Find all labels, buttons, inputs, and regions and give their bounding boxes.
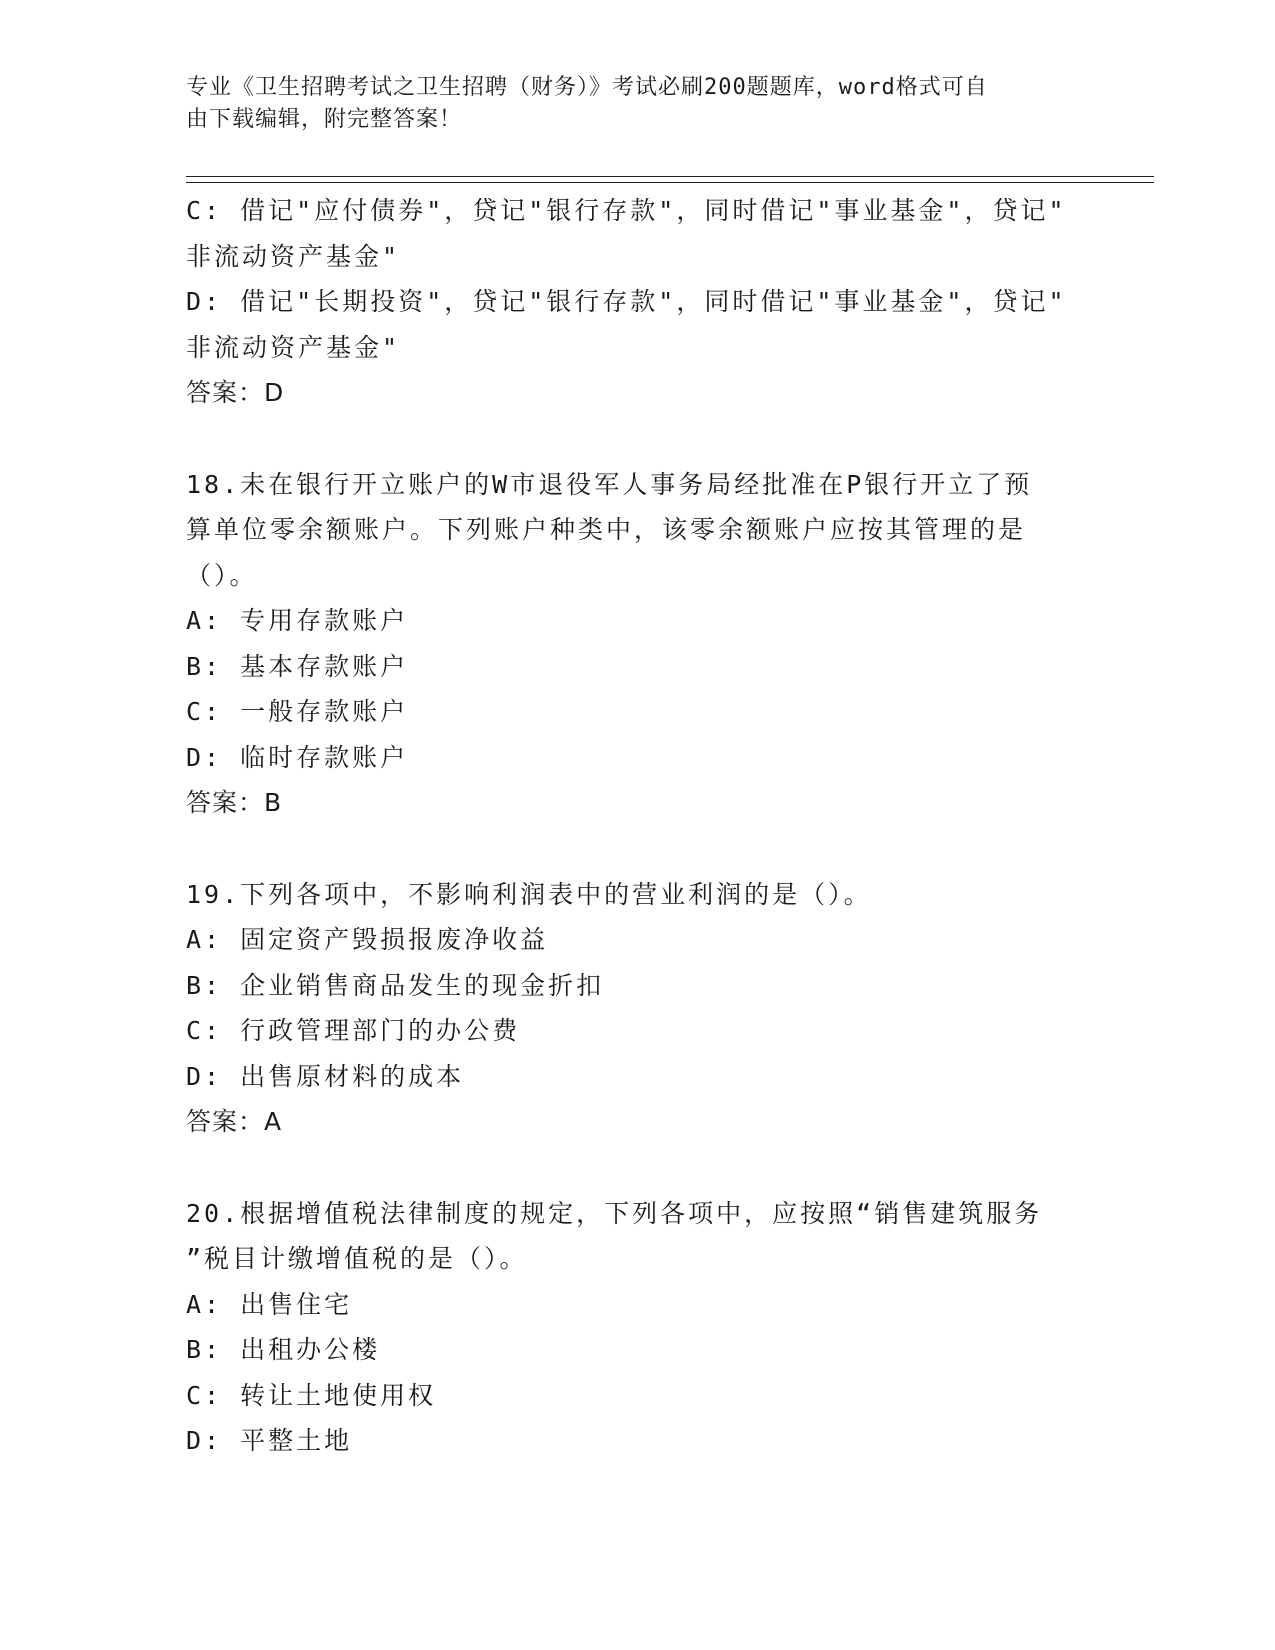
question-text: （）。 bbox=[186, 560, 258, 590]
option-d: D: 借记"长期投资"，贷记"银行存款"，同时借记"事业基金"，贷记" bbox=[186, 287, 1067, 316]
option-a: A: 专用存款账户 bbox=[186, 606, 409, 635]
question-text: 19.下列各项中，不影响利润表中的营业利润的是（）。 bbox=[186, 879, 872, 909]
option-d: D: 临时存款账户 bbox=[186, 742, 409, 772]
question-18 bbox=[186, 462, 1086, 826]
question-text: 18.未在银行开立账户的W市退役军人事务局经批准在P银行开立了预 bbox=[186, 469, 1033, 499]
document-header bbox=[186, 72, 1066, 136]
option-c: C: 行政管理部门的办公费 bbox=[186, 1016, 521, 1045]
spacer bbox=[186, 416, 1086, 462]
answer: 答案：B bbox=[186, 788, 283, 817]
answer: 答案：A bbox=[186, 1107, 283, 1136]
question-text: ”税目计缴增值税的是（）。 bbox=[186, 1244, 528, 1273]
option-b: B: 基本存款账户 bbox=[186, 651, 409, 681]
header-divider bbox=[186, 182, 1154, 183]
option-c: C: 借记"应付债券"，贷记"银行存款"，同时借记"事业基金"，贷记" bbox=[186, 196, 1067, 225]
option-d: D: 平整土地 bbox=[186, 1426, 353, 1455]
header-divider bbox=[186, 176, 1154, 177]
option-a: A: 出售住宅 bbox=[186, 1289, 353, 1319]
question-content bbox=[186, 188, 1086, 1464]
option-a: A: 固定资产毁损报废净收益 bbox=[186, 925, 549, 954]
question-19 bbox=[186, 872, 1086, 1145]
question-17-continued bbox=[186, 188, 1086, 416]
option-d-cont: 非流动资产基金" bbox=[186, 332, 401, 362]
header-line: 专业《卫生招聘考试之卫生招聘（财务）》考试必刷200题题库，word格式可自 bbox=[186, 75, 988, 100]
question-text: 算单位零余额账户。下列账户种类中，该零余额账户应按其管理的是 bbox=[186, 515, 1027, 544]
question-20 bbox=[186, 1191, 1086, 1464]
spacer bbox=[186, 826, 1086, 872]
option-d: D: 出售原材料的成本 bbox=[186, 1061, 465, 1091]
option-b: B: 企业销售商品发生的现金折扣 bbox=[186, 970, 605, 1000]
option-c: C: 一般存款账户 bbox=[186, 697, 409, 726]
option-c: C: 转让土地使用权 bbox=[186, 1380, 437, 1410]
option-c-cont: 非流动资产基金" bbox=[186, 241, 401, 271]
spacer bbox=[186, 1145, 1086, 1191]
question-text: 20.根据增值税法律制度的规定，下列各项中，应按照“销售建筑服务 bbox=[186, 1198, 1043, 1228]
option-b: B: 出租办公楼 bbox=[186, 1335, 381, 1364]
answer: 答案：D bbox=[186, 378, 285, 407]
header-line: 由下载编辑，附完整答案！ bbox=[186, 107, 463, 132]
